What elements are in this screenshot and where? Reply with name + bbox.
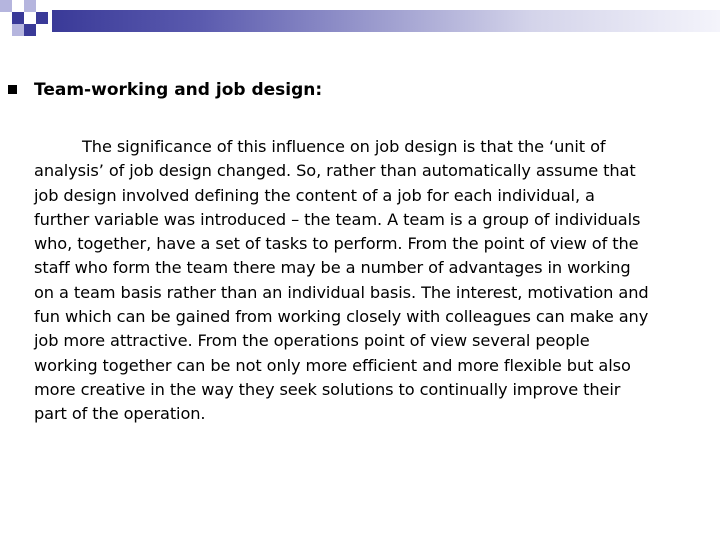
square-bullet-icon	[8, 85, 17, 94]
checker-square	[0, 12, 12, 24]
checker-square	[24, 0, 36, 12]
top-gradient-bar	[52, 10, 720, 32]
paragraph-line: more creative in the way they seek solutions to continually improve their	[34, 379, 621, 399]
paragraph-line: analysis’ of job design changed. So, rather than automatically assume that	[34, 161, 636, 181]
checker-decoration	[0, 0, 60, 40]
paragraph-line: who, together, have a set of tasks to perform. From the point of view of the	[34, 234, 639, 254]
paragraph-line: working together can be not only more efficient and more flexible but also	[34, 355, 631, 375]
checker-square	[24, 24, 36, 36]
bullet-heading: Team-working and job design:	[34, 80, 323, 100]
bullet-item	[8, 80, 708, 102]
paragraph-line: fun which can be gained from working closely with colleagues can make any	[34, 307, 649, 327]
paragraph-line: job more attractive. From the operations point of view several people	[34, 331, 590, 351]
checker-square	[36, 12, 48, 24]
paragraph-line: further variable was introduced – the team. A team is a group of individuals	[34, 209, 641, 229]
body-paragraph	[34, 135, 712, 427]
paragraph-line: job design involved defining the content of a job for each individual, a	[34, 185, 595, 205]
paragraph-line: part of the operation.	[34, 404, 206, 424]
checker-square	[24, 12, 36, 24]
checker-square	[12, 12, 24, 24]
checker-square	[36, 0, 48, 12]
checker-square	[0, 0, 12, 12]
paragraph-line: staff who form the team there may be a number of advantages in working	[34, 258, 631, 278]
paragraph-line: The significance of this influence on job design is that the ‘unit of	[82, 137, 606, 156]
paragraph-line: on a team basis rather than an individual basis. The interest, motivation and	[34, 282, 649, 302]
checker-square	[12, 24, 24, 36]
checker-square	[12, 0, 24, 12]
